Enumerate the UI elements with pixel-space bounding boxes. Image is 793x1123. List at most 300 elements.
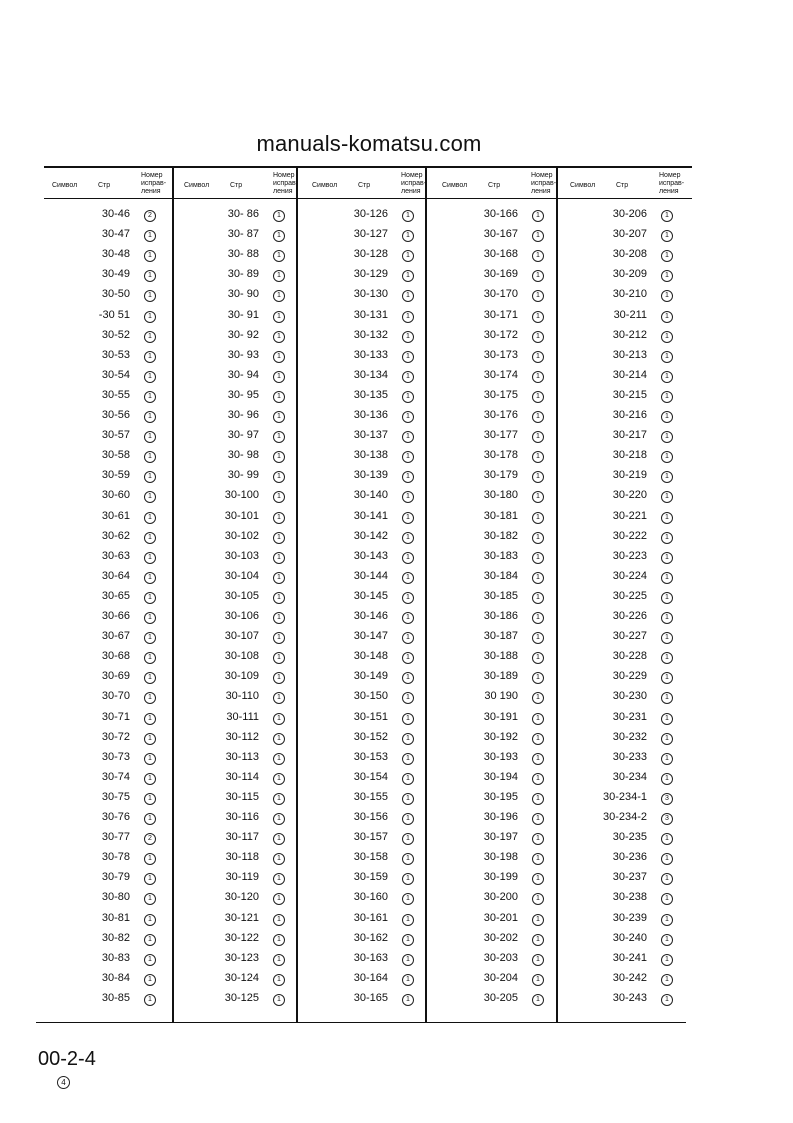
table-row — [189, 992, 319, 1012]
page-number: 30-130 — [353, 288, 388, 301]
table-row — [60, 992, 190, 1012]
table-row — [318, 811, 448, 831]
revision-mark: 1 — [532, 351, 544, 363]
table-row — [189, 731, 319, 751]
page-number: 30-242 — [612, 971, 647, 984]
header-revision: Номер исправ- ления — [659, 172, 685, 195]
table-row — [318, 389, 448, 409]
page-number: 30-181 — [483, 509, 518, 522]
table-row — [577, 208, 707, 228]
page-number: 30-122 — [224, 931, 259, 944]
revision-mark: 1 — [144, 692, 156, 704]
revision-mark: 1 — [532, 451, 544, 463]
table-row — [448, 550, 578, 570]
table-row — [577, 972, 707, 992]
revision-mark: 1 — [661, 954, 673, 966]
table-row — [448, 369, 578, 389]
revision-mark: 1 — [144, 713, 156, 725]
revision-mark: 1 — [532, 592, 544, 604]
table-row — [189, 690, 319, 710]
revision-mark: 1 — [532, 873, 544, 885]
table-row — [448, 570, 578, 590]
table-row — [189, 771, 319, 791]
table-row — [577, 409, 707, 429]
page-number: 30-123 — [224, 951, 259, 964]
table-row — [577, 851, 707, 871]
page-number: 30-193 — [483, 750, 518, 763]
page-number: 30-155 — [353, 790, 388, 803]
page-number: 30-82 — [101, 931, 130, 944]
page-number: 30-223 — [612, 549, 647, 562]
table-row — [189, 610, 319, 630]
table-row — [577, 248, 707, 268]
table-row — [448, 811, 578, 831]
page-number: 30-192 — [483, 730, 518, 743]
page-number: 30- 94 — [227, 368, 259, 381]
table-row — [577, 811, 707, 831]
page-number: 30-205 — [483, 991, 518, 1004]
revision-mark: 1 — [661, 934, 673, 946]
table-row — [577, 912, 707, 932]
revision-mark: 1 — [661, 873, 673, 885]
table-row — [60, 871, 190, 891]
revision-mark: 1 — [144, 632, 156, 644]
revision-mark: 1 — [661, 552, 673, 564]
revision-mark: 1 — [532, 411, 544, 423]
table-row — [448, 650, 578, 670]
page-number: 30-183 — [483, 549, 518, 562]
page-number: 30-159 — [353, 871, 388, 884]
revision-mark: 1 — [402, 471, 414, 483]
table-row — [318, 731, 448, 751]
revision-mark: 1 — [144, 994, 156, 1006]
revision-mark: 1 — [273, 773, 285, 785]
table-row — [448, 891, 578, 911]
footer-revision-mark: 4 — [57, 1076, 70, 1089]
page-number: 30-80 — [101, 891, 130, 904]
table-row — [318, 851, 448, 871]
page-number: 30-201 — [483, 911, 518, 924]
revision-mark: 1 — [402, 230, 414, 242]
revision-mark: 1 — [532, 934, 544, 946]
table-row — [189, 389, 319, 409]
revision-mark: 1 — [273, 672, 285, 684]
page-number: 30-156 — [353, 811, 388, 823]
revision-mark: 1 — [661, 632, 673, 644]
revision-mark: 1 — [402, 692, 414, 704]
page-number: 30-63 — [101, 549, 130, 562]
header-revision: Номер исправ- ления — [401, 172, 427, 195]
table-row — [189, 469, 319, 489]
header-symbol: Символ — [184, 182, 210, 189]
table-row — [189, 590, 319, 610]
page-number: 30-182 — [483, 529, 518, 542]
table-row — [318, 972, 448, 992]
page-number: 30- 97 — [227, 429, 259, 442]
page-number: 30-224 — [612, 569, 647, 582]
page-number: 30-186 — [483, 610, 518, 622]
page-number: 30-243 — [612, 991, 647, 1004]
page-number: 30-78 — [101, 851, 130, 864]
page-number: 30-236 — [612, 851, 647, 864]
revision-mark: 1 — [273, 914, 285, 926]
page-number: 30-152 — [353, 730, 388, 743]
revision-mark: 1 — [402, 773, 414, 785]
revision-mark: 1 — [532, 391, 544, 403]
table-row — [448, 972, 578, 992]
revision-mark: 1 — [273, 753, 285, 765]
page-number: 30-240 — [612, 931, 647, 944]
revision-mark: 1 — [532, 914, 544, 926]
table-row — [60, 912, 190, 932]
revision-mark: 1 — [144, 592, 156, 604]
page-number: 30-171 — [483, 308, 518, 321]
page-number: 30-60 — [101, 489, 130, 502]
header-symbol: Символ — [312, 182, 338, 189]
page-number: 30-185 — [483, 589, 518, 602]
table-row — [318, 550, 448, 570]
revision-mark: 1 — [402, 994, 414, 1006]
revision-mark: 1 — [273, 592, 285, 604]
table-row — [577, 349, 707, 369]
revision-mark: 1 — [273, 351, 285, 363]
header-symbol: Символ — [442, 182, 468, 189]
page-number: 30-237 — [612, 871, 647, 884]
revision-mark: 1 — [273, 893, 285, 905]
page-number: 30-209 — [612, 268, 647, 281]
table-row — [189, 972, 319, 992]
page-number: 30-217 — [612, 429, 647, 442]
page-number: 30-107 — [224, 630, 259, 643]
page-number: 30-168 — [483, 248, 518, 261]
revision-mark: 1 — [402, 371, 414, 383]
page-number: 30 190 — [484, 690, 518, 703]
revision-mark: 1 — [661, 250, 673, 262]
revision-mark: 1 — [273, 391, 285, 403]
revision-mark: 1 — [273, 652, 285, 664]
revision-mark: 1 — [661, 572, 673, 584]
table-row — [448, 791, 578, 811]
table-row — [189, 912, 319, 932]
page-number: 30-81 — [101, 911, 130, 924]
revision-mark: 1 — [661, 652, 673, 664]
table-row — [189, 489, 319, 509]
table-row — [448, 590, 578, 610]
table-row — [318, 871, 448, 891]
revision-mark: 1 — [273, 733, 285, 745]
table-row — [189, 349, 319, 369]
page-number: 30-188 — [483, 650, 518, 663]
table-row — [448, 389, 578, 409]
table-row — [189, 329, 319, 349]
table-row — [318, 932, 448, 952]
table-row — [318, 329, 448, 349]
table-row — [189, 550, 319, 570]
table-row — [577, 449, 707, 469]
revision-mark: 1 — [661, 471, 673, 483]
table-row — [448, 831, 578, 851]
page-number: 30-165 — [353, 991, 388, 1004]
table-row — [577, 389, 707, 409]
revision-mark: 1 — [661, 331, 673, 343]
revision-mark: 1 — [144, 793, 156, 805]
table-row — [318, 288, 448, 308]
page-number: 30-129 — [353, 268, 388, 281]
revision-mark: 1 — [273, 431, 285, 443]
table-row — [60, 670, 190, 690]
revision-mark: 1 — [402, 833, 414, 845]
page-number: 30-157 — [353, 831, 388, 844]
page-number: 30-131 — [353, 308, 388, 321]
page-number: 30-227 — [612, 630, 647, 643]
page-number: 30-67 — [101, 630, 130, 643]
revision-mark: 1 — [661, 210, 673, 222]
page-number: 30-187 — [483, 630, 518, 643]
page-number: 30-235 — [612, 831, 647, 844]
revision-mark: 1 — [661, 431, 673, 443]
page-number: 30-180 — [483, 489, 518, 502]
revision-mark: 1 — [273, 270, 285, 282]
header-revision: Номер исправ- ления — [273, 172, 299, 195]
table-row — [189, 510, 319, 530]
page-number: 30-118 — [225, 851, 259, 864]
page-number: 30-47 — [101, 228, 130, 241]
page-number: 30-218 — [612, 449, 647, 462]
revision-mark: 1 — [273, 572, 285, 584]
page-number: 30-83 — [101, 951, 130, 964]
revision-mark: 1 — [532, 672, 544, 684]
revision-mark: 1 — [532, 331, 544, 343]
table-row — [318, 268, 448, 288]
revision-mark: 1 — [532, 994, 544, 1006]
revision-mark: 1 — [532, 532, 544, 544]
page-number: 30-58 — [101, 449, 130, 462]
revision-mark: 1 — [532, 250, 544, 262]
page-number: 30-59 — [101, 469, 130, 482]
page-number: 30-226 — [612, 610, 647, 622]
table-row — [60, 972, 190, 992]
revision-mark: 1 — [144, 753, 156, 765]
table-row — [60, 851, 190, 871]
page-number: 30-120 — [224, 891, 259, 904]
table-row — [577, 590, 707, 610]
site-title: manuals-komatsu.com — [256, 131, 482, 156]
page-number: 30-177 — [483, 429, 518, 442]
table-row — [189, 952, 319, 972]
table-row — [60, 309, 190, 329]
page-number: 30-170 — [483, 288, 518, 301]
revision-mark: 1 — [532, 512, 544, 524]
table-row — [448, 912, 578, 932]
revision-mark: 1 — [273, 813, 285, 825]
revision-mark: 1 — [532, 893, 544, 905]
table-row — [318, 952, 448, 972]
table-row — [448, 248, 578, 268]
table-row — [448, 952, 578, 972]
revision-mark: 1 — [661, 532, 673, 544]
page-number: 30-232 — [612, 730, 647, 743]
revision-mark: 1 — [273, 210, 285, 222]
page-number: 30-102 — [224, 529, 259, 542]
revision-mark: 1 — [273, 371, 285, 383]
table-row — [318, 590, 448, 610]
revision-mark: 1 — [144, 351, 156, 363]
table-row — [577, 530, 707, 550]
revision-mark: 1 — [144, 733, 156, 745]
table-row — [318, 791, 448, 811]
page-number: 30-163 — [353, 951, 388, 964]
table-row — [60, 751, 190, 771]
table-row — [577, 570, 707, 590]
revision-mark: 1 — [532, 773, 544, 785]
page-number: 30-104 — [224, 569, 259, 582]
revision-mark: 2 — [144, 833, 156, 845]
table-row — [60, 429, 190, 449]
table-row — [577, 992, 707, 1012]
revision-mark: 1 — [661, 512, 673, 524]
table-row — [60, 329, 190, 349]
table-row — [189, 429, 319, 449]
revision-mark: 3 — [661, 813, 673, 825]
revision-mark: 1 — [144, 270, 156, 282]
revision-mark: 1 — [532, 793, 544, 805]
revision-mark: 1 — [144, 954, 156, 966]
table-row — [189, 309, 319, 329]
table-row — [189, 851, 319, 871]
page-number: 30-121 — [224, 911, 259, 924]
revision-mark: 1 — [402, 451, 414, 463]
revision-mark: 1 — [661, 592, 673, 604]
revision-mark: 1 — [402, 893, 414, 905]
page-number: 30-213 — [612, 348, 647, 361]
page-number: 30-197 — [483, 831, 518, 844]
revision-mark: 1 — [144, 974, 156, 986]
page-number: 30- 92 — [227, 328, 259, 341]
revision-mark: 1 — [144, 431, 156, 443]
table-row — [60, 952, 190, 972]
table-row — [318, 751, 448, 771]
table-row — [318, 610, 448, 630]
page-number: 30-144 — [353, 569, 388, 582]
revision-mark: 1 — [144, 290, 156, 302]
table-row — [60, 891, 190, 911]
table-row — [189, 650, 319, 670]
revision-mark: 1 — [144, 813, 156, 825]
revision-mark: 1 — [661, 491, 673, 503]
page-number: 30-174 — [483, 368, 518, 381]
table-row — [318, 228, 448, 248]
table-row — [318, 449, 448, 469]
revision-mark: 1 — [273, 250, 285, 262]
revision-mark: 1 — [144, 512, 156, 524]
revision-mark: 1 — [402, 250, 414, 262]
revision-mark: 1 — [402, 331, 414, 343]
table-row — [577, 288, 707, 308]
page-number: 30-153 — [353, 750, 388, 763]
page-number: 30-211 — [613, 308, 647, 321]
table-row — [448, 449, 578, 469]
table-row — [189, 791, 319, 811]
page-number: 30-48 — [101, 248, 130, 261]
revision-mark: 1 — [273, 491, 285, 503]
table-row — [577, 650, 707, 670]
page-number: 30-105 — [224, 589, 259, 602]
page-number: 30- 86 — [227, 208, 259, 220]
table-row — [577, 731, 707, 751]
revision-mark: 1 — [532, 632, 544, 644]
table-row — [318, 630, 448, 650]
table-row — [60, 369, 190, 389]
page-number: 30-204 — [483, 971, 518, 984]
table-row — [189, 570, 319, 590]
page-number: 30-56 — [101, 409, 130, 421]
table-row — [189, 811, 319, 831]
page-number: 30-172 — [483, 328, 518, 341]
table-row — [318, 208, 448, 228]
revision-mark: 1 — [144, 532, 156, 544]
revision-mark: 1 — [273, 853, 285, 865]
page-number: 30-117 — [225, 831, 259, 844]
table-row — [318, 570, 448, 590]
table-row — [60, 630, 190, 650]
table-row — [60, 469, 190, 489]
page-number: 30-52 — [101, 328, 130, 341]
table-row — [60, 349, 190, 369]
revision-mark: 1 — [402, 813, 414, 825]
page-number: 30-178 — [483, 449, 518, 462]
revision-mark: 1 — [273, 632, 285, 644]
table-row — [577, 751, 707, 771]
revision-mark: 1 — [144, 371, 156, 383]
revision-mark: 1 — [144, 853, 156, 865]
table-row — [60, 550, 190, 570]
table-row — [577, 228, 707, 248]
revision-mark: 1 — [402, 532, 414, 544]
revision-mark: 1 — [144, 230, 156, 242]
revision-mark: 1 — [532, 471, 544, 483]
revision-mark: 1 — [402, 753, 414, 765]
page-number: 30-141 — [353, 509, 388, 522]
revision-mark: 1 — [402, 411, 414, 423]
page-number: 30-49 — [101, 268, 130, 281]
revision-mark: 1 — [402, 934, 414, 946]
revision-mark: 1 — [144, 471, 156, 483]
page-number: 30-72 — [101, 730, 130, 743]
revision-mark: 1 — [661, 311, 673, 323]
table-row — [318, 369, 448, 389]
table-row — [189, 751, 319, 771]
table-row — [448, 932, 578, 952]
page-number: 30-110 — [225, 690, 259, 703]
table-row — [60, 791, 190, 811]
page-number: 30-142 — [353, 529, 388, 542]
revision-mark: 1 — [273, 994, 285, 1006]
page-number: 30-169 — [483, 268, 518, 281]
page-number: 30-145 — [353, 589, 388, 602]
page-number: 30-220 — [612, 489, 647, 502]
table-row — [189, 409, 319, 429]
revision-mark: 1 — [144, 391, 156, 403]
table-row — [189, 369, 319, 389]
table-row — [60, 590, 190, 610]
revision-mark: 1 — [532, 954, 544, 966]
table-row — [318, 530, 448, 550]
table-row — [60, 831, 190, 851]
revision-mark: 1 — [402, 270, 414, 282]
revision-mark: 1 — [532, 753, 544, 765]
table-row — [189, 630, 319, 650]
table-row — [318, 309, 448, 329]
